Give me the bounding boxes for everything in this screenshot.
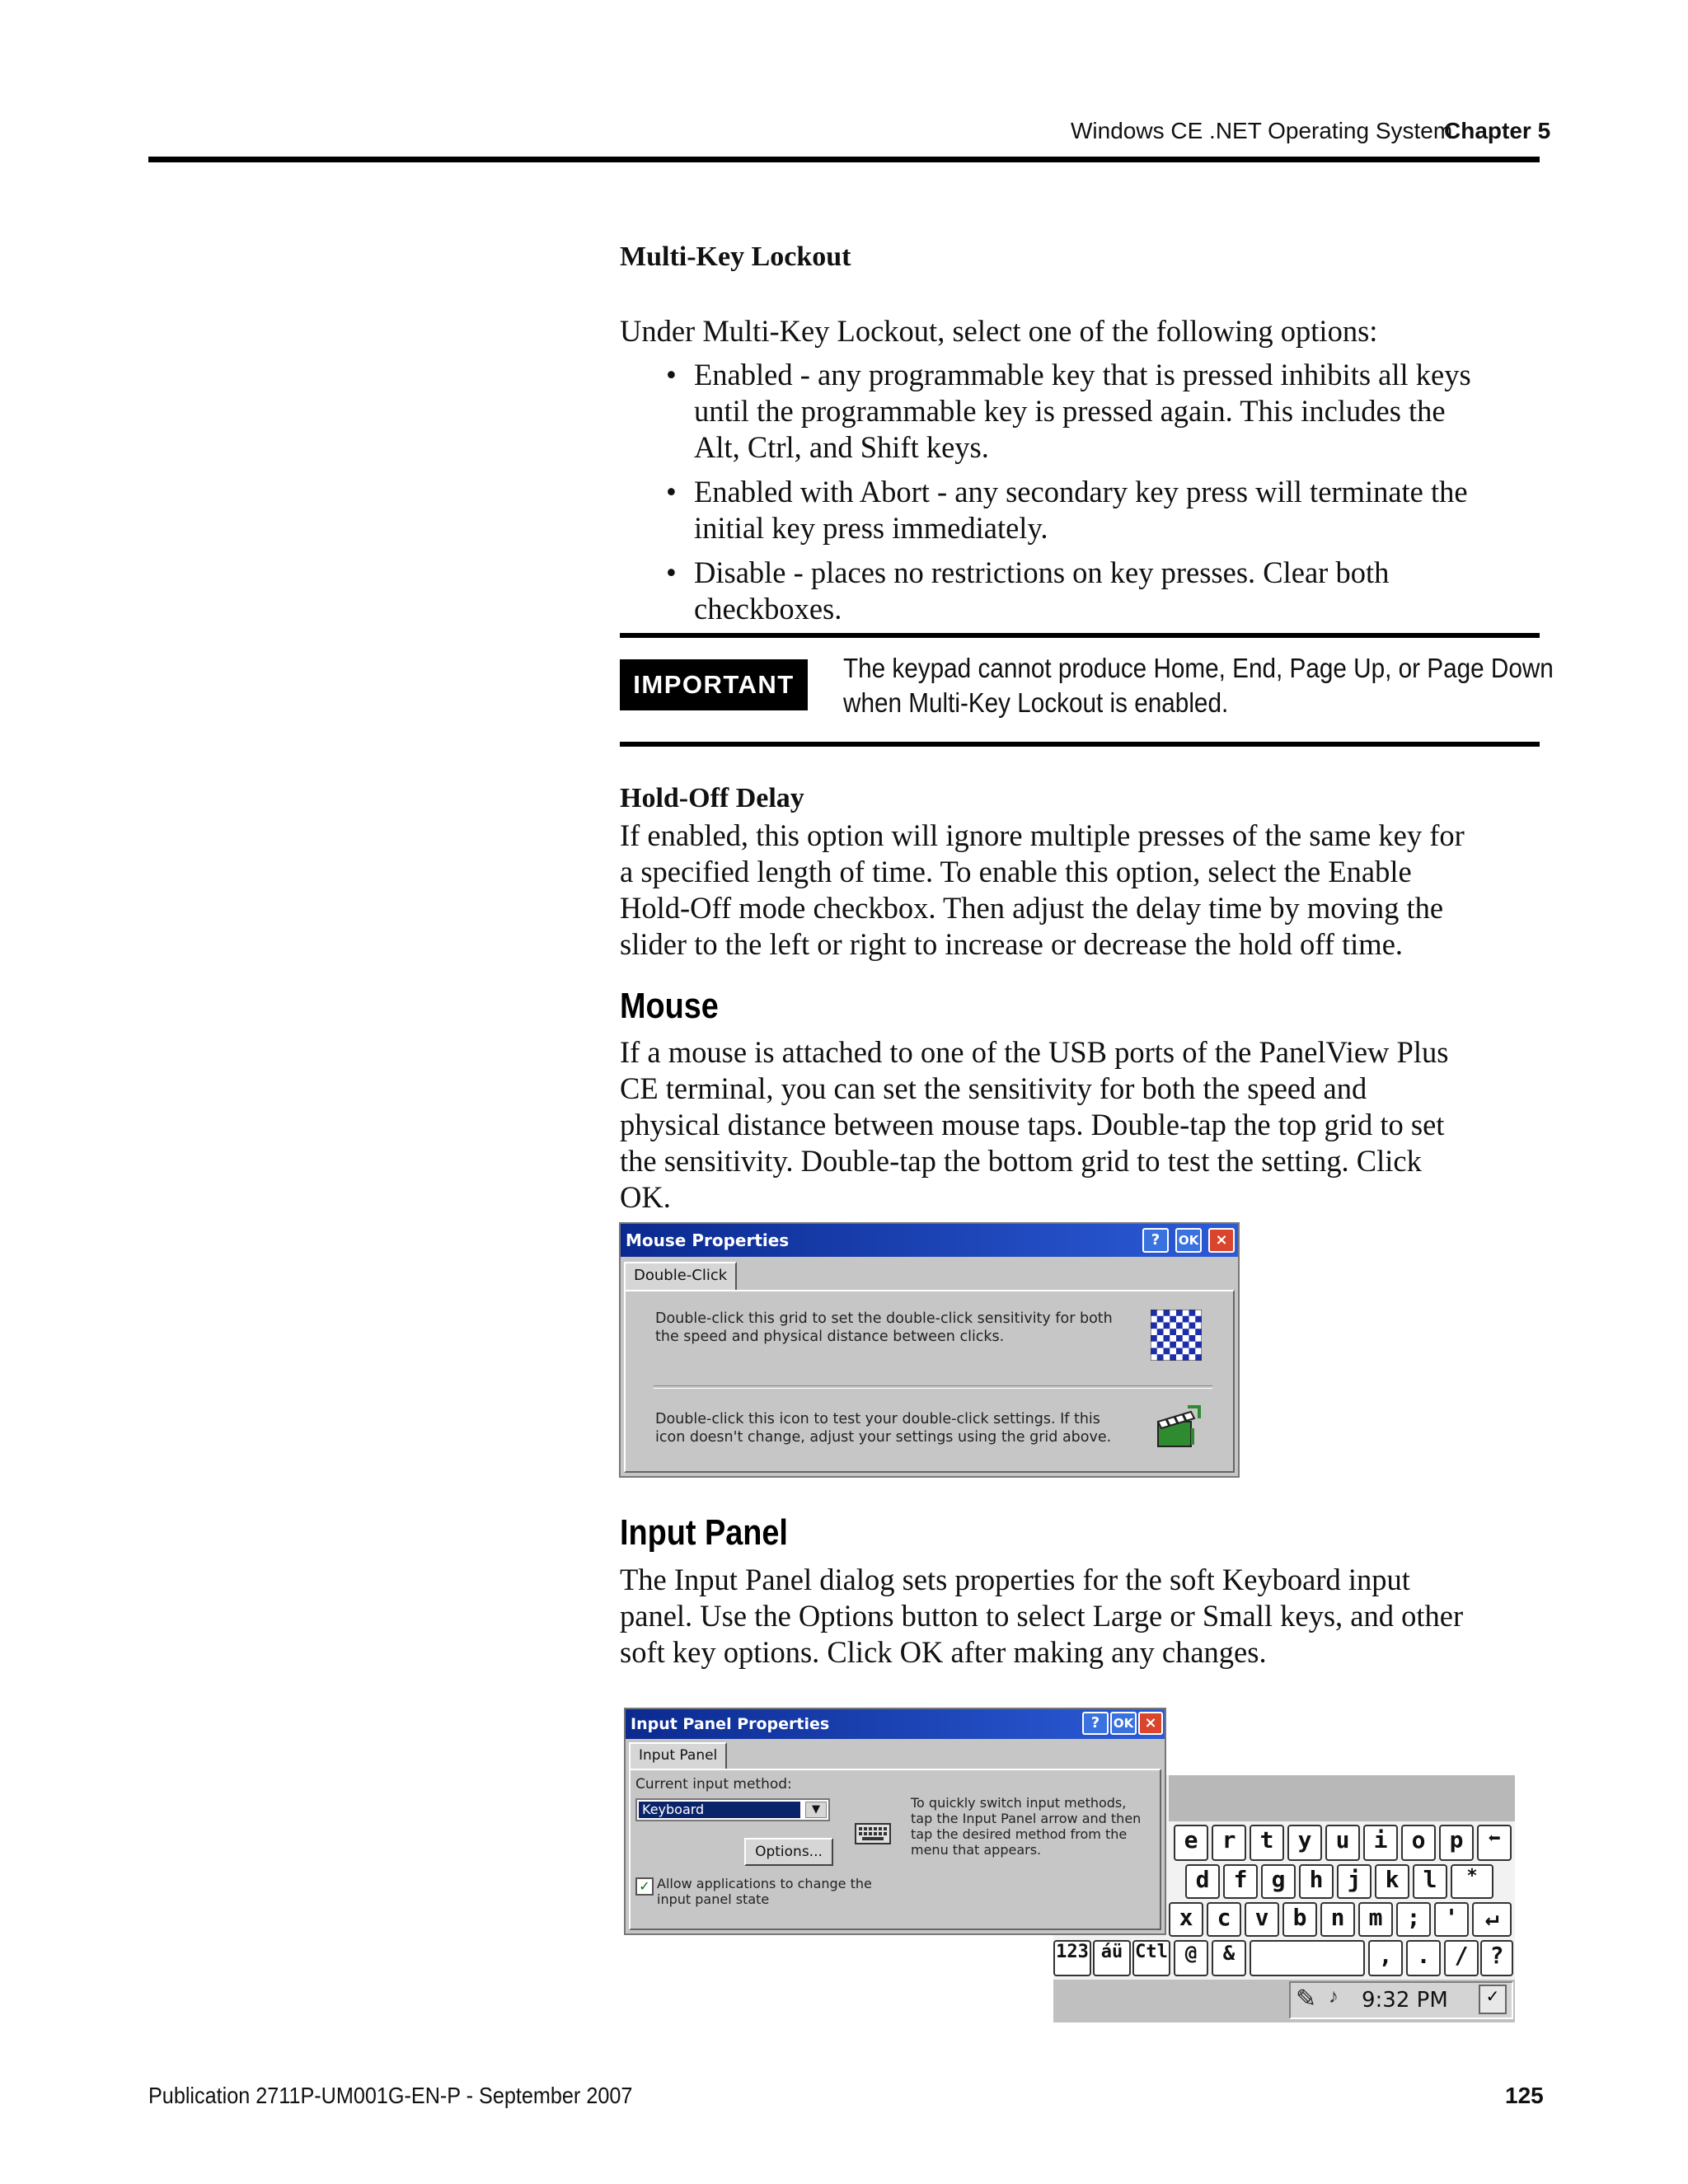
key-space[interactable] xyxy=(1250,1940,1365,1976)
dialog-line: icon doesn't change, adjust your settings using the grid above. xyxy=(655,1429,1112,1446)
tab-panel xyxy=(629,1769,1161,1930)
key-star[interactable]: * xyxy=(1451,1864,1493,1899)
important-label: IMPORTANT xyxy=(620,659,808,710)
checkbox-label-line: Allow applications to change the xyxy=(657,1876,872,1891)
key-period[interactable]: . xyxy=(1406,1940,1441,1976)
key-f[interactable]: f xyxy=(1223,1864,1258,1899)
key-d[interactable]: d xyxy=(1185,1864,1220,1899)
key-g[interactable]: g xyxy=(1261,1864,1296,1899)
key-p[interactable]: p xyxy=(1439,1825,1474,1861)
allow-apps-checkbox[interactable]: ✓ xyxy=(635,1877,654,1896)
key-ampersand[interactable]: & xyxy=(1212,1940,1246,1976)
options-button[interactable]: Options... xyxy=(744,1838,833,1866)
help-button[interactable]: ? xyxy=(1142,1228,1169,1253)
ok-button[interactable]: OK xyxy=(1110,1712,1137,1735)
paragraph-line: soft key options. Click OK after making any changes. xyxy=(620,1635,1267,1669)
list-item-line: Enabled - any programmable key that is pressed inhibits all keys xyxy=(694,358,1471,391)
important-top-rule xyxy=(620,633,1540,638)
key-at[interactable]: @ xyxy=(1174,1940,1208,1976)
paragraph-line: panel. Use the Options button to select Large or Small keys, and other xyxy=(620,1599,1464,1633)
key-slash[interactable]: / xyxy=(1444,1940,1479,1976)
key-r[interactable]: r xyxy=(1212,1825,1246,1861)
key-h[interactable]: h xyxy=(1299,1864,1334,1899)
key-123[interactable]: 123 xyxy=(1053,1940,1091,1976)
key-k[interactable]: k xyxy=(1375,1864,1409,1899)
desktop-toggle-icon[interactable]: ✓ xyxy=(1479,1985,1507,2014)
current-method-label: Current input method: xyxy=(635,1776,792,1793)
network-icon[interactable]: ♪ xyxy=(1329,1986,1339,2008)
key-semicolon[interactable]: ; xyxy=(1396,1902,1431,1937)
paragraph-line: the sensitivity. Double-tap the bottom grid to test the setting. Click xyxy=(620,1144,1422,1178)
holdoff-paragraph xyxy=(620,818,1465,963)
paragraph-line: a specified length of time. To enable this option, select the Enable xyxy=(620,855,1412,888)
running-header-section: Windows CE .NET Operating System xyxy=(1071,118,1453,143)
paragraph-line: slider to the left or right to increase or decrease the hold off time. xyxy=(620,927,1404,961)
list-item-line: checkboxes. xyxy=(694,592,842,626)
list-item-line: Disable - places no restrictions on key presses. Clear both xyxy=(694,555,1390,589)
list-item: • Disable - places no restrictions on key presses. Clear both checkboxes. xyxy=(694,555,1543,627)
hint-line: tap the Input Panel arrow and then xyxy=(911,1811,1142,1826)
key-x[interactable]: x xyxy=(1169,1902,1203,1937)
important-line: when Multi-Key Lockout is enabled. xyxy=(843,687,1229,718)
key-l[interactable]: l xyxy=(1413,1864,1447,1899)
key-j[interactable]: j xyxy=(1337,1864,1372,1899)
dialog-line: Double-click this icon to test your double-click settings. If this xyxy=(655,1411,1100,1427)
paragraph-line: CE terminal, you can set the sensitivity for both the speed and xyxy=(620,1071,1367,1105)
list-item-line: Enabled with Abort - any secondary key press will terminate the xyxy=(694,475,1468,509)
test-instructions xyxy=(655,1410,1111,1446)
dialog-title: Mouse Properties xyxy=(626,1230,790,1250)
input-method-select[interactable] xyxy=(635,1798,830,1821)
important-bottom-rule xyxy=(620,742,1540,747)
key-b[interactable]: b xyxy=(1282,1902,1317,1937)
ok-button[interactable]: OK xyxy=(1175,1228,1202,1253)
allow-apps-label xyxy=(657,1876,872,1907)
switch-hint xyxy=(911,1795,1141,1858)
key-t[interactable]: t xyxy=(1250,1825,1284,1861)
paragraph-line: OK. xyxy=(620,1180,671,1214)
dialog-line: the speed and physical distance between clicks. xyxy=(655,1329,1005,1345)
key-question[interactable]: ? xyxy=(1480,1940,1513,1976)
key-y[interactable]: y xyxy=(1287,1825,1322,1861)
key-apostrophe[interactable]: ' xyxy=(1434,1902,1469,1937)
key-o[interactable]: o xyxy=(1401,1825,1436,1861)
hint-line: menu that appears. xyxy=(911,1842,1042,1858)
grid-instructions xyxy=(655,1310,1113,1346)
important-line: The keypad cannot produce Home, End, Page Up, or Page Down xyxy=(843,653,1554,683)
multi-key-intro: Under Multi-Key Lockout, select one of the following options: xyxy=(620,314,1378,348)
chevron-down-icon[interactable]: ▼ xyxy=(805,1802,827,1818)
tab-input-panel[interactable]: Input Panel xyxy=(629,1742,727,1770)
close-button[interactable]: × xyxy=(1138,1712,1163,1735)
mouse-paragraph xyxy=(620,1034,1448,1216)
input-panel-pen-icon[interactable]: ✎ xyxy=(1296,1985,1317,2013)
list-item: • Enabled with Abort - any secondary key press will terminate the initial key press immediately. xyxy=(694,474,1543,546)
double-click-grid-icon[interactable] xyxy=(1151,1310,1202,1361)
dialog-title: Input Panel Properties xyxy=(631,1715,830,1733)
input-panel-heading: Input Panel xyxy=(620,1512,788,1553)
paragraph-line: physical distance between mouse taps. Double-tap the top grid to set xyxy=(620,1108,1445,1141)
close-button[interactable]: × xyxy=(1208,1228,1235,1253)
footer-publication: Publication 2711P-UM001G-EN-P - September 2007 xyxy=(148,2083,633,2108)
tab-double-click[interactable]: Double-Click xyxy=(624,1262,737,1291)
list-item-line: initial key press immediately. xyxy=(694,511,1048,545)
list-item: • Enabled - any programmable key that is pressed inhibits all keys until the programmable key is pressed again. This includes the Alt, Ctrl, and Shift keys. xyxy=(694,357,1543,466)
hint-line: To quickly switch input methods, xyxy=(911,1795,1127,1811)
checkbox-label-line: input panel state xyxy=(657,1891,770,1907)
list-item-line: Alt, Ctrl, and Shift keys. xyxy=(694,430,989,464)
input-panel-paragraph xyxy=(620,1562,1463,1671)
backspace-key-icon[interactable]: ⬅ xyxy=(1477,1825,1512,1861)
multi-key-heading: Multi-Key Lockout xyxy=(620,241,851,272)
tab-panel xyxy=(624,1290,1235,1473)
important-text xyxy=(843,651,1554,720)
keyboard-top-strip xyxy=(1169,1775,1515,1821)
list-item-line: until the programmable key is pressed again. This includes the xyxy=(694,394,1446,428)
clapperboard-icon[interactable] xyxy=(1155,1404,1203,1450)
paragraph-line: Hold-Off mode checkbox. Then adjust the delay time by moving the xyxy=(620,891,1444,925)
paragraph-line: The Input Panel dialog sets properties for the soft Keyboard input xyxy=(620,1563,1410,1596)
key-ctl[interactable]: Ctl xyxy=(1132,1940,1170,1976)
key-comma[interactable]: , xyxy=(1368,1940,1403,1976)
input-panel-properties-dialog xyxy=(624,1708,1166,1935)
key-m[interactable]: m xyxy=(1358,1902,1393,1937)
clock-text[interactable]: 9:32 PM xyxy=(1362,1988,1448,2013)
dialog-line: Double-click this grid to set the double-click sensitivity for both xyxy=(655,1310,1113,1327)
running-header-chapter: Chapter 5 xyxy=(1444,118,1551,143)
key-n[interactable]: n xyxy=(1320,1902,1355,1937)
select-value: Keyboard xyxy=(639,1802,800,1818)
help-button[interactable]: ? xyxy=(1082,1712,1109,1735)
key-v[interactable]: v xyxy=(1245,1902,1279,1937)
mouse-heading: Mouse xyxy=(620,986,719,1026)
key-u[interactable]: u xyxy=(1325,1825,1360,1861)
system-tray xyxy=(1289,1981,1513,2019)
keyboard-icon xyxy=(855,1823,891,1844)
hint-line: tap the desired method from the xyxy=(911,1826,1128,1842)
key-i[interactable]: i xyxy=(1363,1825,1398,1861)
divider xyxy=(654,1385,1212,1389)
key-accents[interactable]: áü xyxy=(1093,1940,1131,1976)
paragraph-line: If enabled, this option will ignore multiple presses of the same key for xyxy=(620,818,1465,852)
header-rule xyxy=(148,157,1540,162)
holdoff-heading: Hold-Off Delay xyxy=(620,783,804,813)
key-c[interactable]: c xyxy=(1207,1902,1241,1937)
mouse-properties-dialog xyxy=(619,1222,1240,1478)
enter-key-icon[interactable]: ↵ xyxy=(1472,1902,1512,1937)
key-e[interactable]: e xyxy=(1174,1825,1208,1861)
page-number: 125 xyxy=(1505,2083,1544,2108)
paragraph-line: If a mouse is attached to one of the USB ports of the PanelView Plus xyxy=(620,1035,1449,1069)
multi-key-options-list xyxy=(666,357,1543,635)
